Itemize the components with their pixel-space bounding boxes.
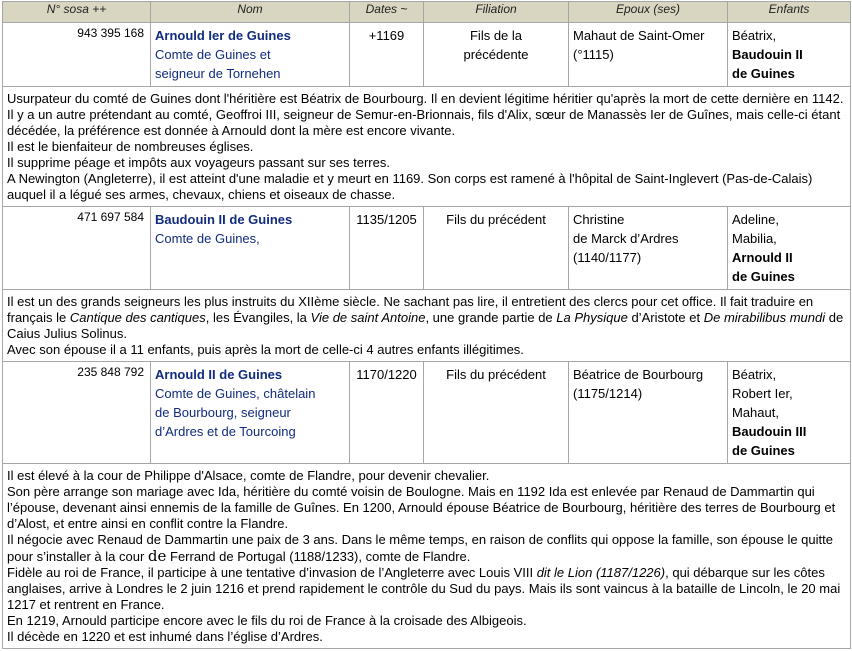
header-epoux: Epoux (ses): [569, 2, 728, 23]
bio-paragraph: Son père arrange son mariage avec Ida, héritière du comté voisin de Boulogne. Mais en 1192 Ida est enlevée par Renaud de Dammartin qui l’épouse, devenant ainsi ennemis de la famille de Guînes. En 1200, Arnould épouse Béatrice de Bourbourg, héritière des terres de Bourbourg et d’Alost, et entre ainsi en conflit contre la Flandre.: [7, 484, 836, 531]
bio-paragraph: Avec son épouse il a 11 enfants, puis après la mort de celle-ci 4 autres enfants illégitimes.: [7, 342, 524, 357]
person-title-line: d’Ardres et de Tourcoing: [155, 424, 296, 439]
book-title: Cantique des cantiques: [69, 310, 206, 325]
filiation-line: Fils de la: [469, 28, 523, 43]
child-item: de Guines: [732, 66, 795, 81]
children-cell: [728, 362, 851, 464]
bio-text: Fidèle au roi de France, il participe à une tentative d’invasion de l’Angleterre avec Louis VIII: [7, 565, 537, 580]
header-sosa: N° sosa ++: [3, 2, 151, 23]
bio-paragraph: Il est élevé à la cour de Philippe d'Alsace, comte de Flandre, pour devenir chevalier.: [7, 468, 490, 483]
bio-paragraph: [7, 294, 844, 342]
biography-row: [3, 290, 851, 362]
child-item: Béatrix,: [732, 28, 777, 43]
child-item: Baudouin II: [732, 47, 803, 62]
sosa-number: 235 848 792: [3, 362, 151, 464]
child-item: Arnould II: [732, 250, 793, 265]
header-filiation: Filiation: [424, 2, 569, 23]
biography-text: [3, 290, 851, 362]
book-title: La Physique: [556, 310, 628, 325]
child-item: Baudouin III: [732, 424, 807, 439]
bio-paragraph: Usurpateur du comté de Guines dont l'héritière est Béatrix de Bourbourg. Il en devient légitime héritier qu'après la mort de cette dernière en 1142. Il y a un autre prétendant au comté, Geoffroi III, seigneur de Semur-en-Brionnais, fils d'Alix, sœur de Manassès Ier de Guînes, mais celle-ci étant décédée, la préférence est donnée à Arnould dont la mère est encore vivante.: [7, 91, 844, 138]
filiation-cell: [424, 23, 569, 87]
person-title-line: Comte de Guines et: [155, 47, 271, 62]
child-item: Mahaut,: [732, 405, 779, 420]
filiation-line: Fils du précédent: [446, 212, 546, 227]
filiation-cell: [424, 362, 569, 464]
bio-text: , les Évangiles, la: [205, 310, 311, 325]
child-item: Robert Ier,: [732, 386, 793, 401]
person-cell: [151, 23, 350, 87]
bio-text: , une grande partie de: [425, 310, 557, 325]
spouse-cell: [569, 23, 728, 87]
spouse-line: (1140/1177): [573, 250, 642, 265]
biography-text: [3, 464, 851, 649]
dates-cell: 1170/1220: [350, 362, 424, 464]
spouse-line: (1175/1214): [573, 386, 643, 401]
spouse-line: Mahaut de Saint-Omer: [573, 28, 705, 43]
bio-text: de: [147, 547, 167, 565]
dates-cell: 1135/1205: [350, 207, 424, 290]
person-cell: [151, 362, 350, 464]
book-title: Vie de saint Antoine: [310, 310, 426, 325]
bio-text: , qui débarque sur les côtes anglaises, arrive à Londres le 2 juin 1216 et prend rapidement le contrôle du Sud du pays. Mais ils sont vaincus à la bataille de Lincoln, le 20 mai 1217 et rentrent en France.: [7, 565, 841, 612]
spouse-cell: [569, 362, 728, 464]
biography-row: [3, 464, 851, 649]
person-name: Arnould II de Guines: [155, 367, 283, 382]
bio-text: Ferrand de Portugal (1188/1233), comte de Flandre.: [166, 549, 471, 564]
spouse-line: Christine: [573, 212, 625, 227]
spouse-cell: [569, 207, 728, 290]
child-item: Mabilia,: [732, 231, 777, 246]
filiation-line: précédente: [463, 47, 529, 62]
person-name: Arnould Ier de Guines: [155, 28, 291, 43]
bio-text: d’Aristote et: [627, 310, 704, 325]
book-title: De mirabilibus mundi: [703, 310, 826, 325]
table-row: [3, 23, 851, 87]
bio-paragraph: A Newington (Angleterre), il est atteint d'une maladie et y meurt en 1169. Son corps est ramené à l'hôpital de Saint-Inglevert (Pas-de-Calais) auquel il a légué ses armes, chevaux, chiens et oiseaux de chasse.: [7, 171, 813, 202]
sosa-number: 943 395 168: [3, 23, 151, 87]
child-item: de Guines: [732, 269, 795, 284]
children-cell: [728, 207, 851, 290]
children-cell: [728, 23, 851, 87]
bio-text: Il est un des grands seigneurs les plus instruits du XIIème siècle. Ne sachant pas lire, il entretient des clercs pour cet office. Il fait traduire en français le: [7, 294, 814, 325]
header-dates: Dates ~: [350, 2, 424, 23]
person-title-line: de Bourbourg, seigneur: [155, 405, 291, 420]
child-item: de Guines: [732, 443, 795, 458]
person-name: Baudouin II de Guines: [155, 212, 293, 227]
person-cell: [151, 207, 350, 290]
bio-paragraph: [7, 532, 844, 565]
dates-cell: +1169: [350, 23, 424, 87]
spouse-line: de Marck d’Ardres: [573, 231, 679, 246]
person-title-line: Comte de Guines, châtelain: [155, 386, 316, 401]
spouse-line: (°1115): [573, 47, 614, 62]
biography-text: [3, 87, 851, 207]
sosa-number: 471 697 584: [3, 207, 151, 290]
person-title-line: seigneur de Tornehen: [155, 66, 281, 81]
child-item: Béatrix,: [732, 367, 777, 382]
bio-paragraph: En 1219, Arnould participe encore avec le fils du roi de France à la croisade des Albigeois.: [7, 613, 527, 628]
bio-text: de Caius Julius Solinus.: [7, 310, 844, 341]
child-item: Adeline,: [732, 212, 779, 227]
spouse-line: Béatrice de Bourbourg: [573, 367, 704, 382]
biography-row: [3, 87, 851, 207]
person-title-line: Comte de Guines,: [155, 231, 260, 246]
genealogy-table: [2, 1, 851, 649]
header-nom: Nom: [151, 2, 350, 23]
header-row: [3, 2, 851, 23]
bio-text: dit le Lion (1187/1226): [536, 565, 666, 580]
table-row: [3, 362, 851, 464]
filiation-line: Fils du précédent: [446, 367, 546, 382]
table-row: [3, 207, 851, 290]
bio-text: Il négocie avec Renaud de Dammartin une paix de 3 ans. Dans le même temps, en raison de conflits qui oppose la famille, son épouse le quitte pour s’installer à la cour: [7, 532, 833, 564]
bio-paragraph: Il est le bienfaiteur de nombreuses églises.: [7, 139, 254, 154]
bio-paragraph: [7, 565, 844, 613]
header-enfants: Enfants: [728, 2, 851, 23]
bio-paragraph: Il décède en 1220 et est inhumé dans l’église d’Ardres.: [7, 629, 323, 644]
filiation-cell: [424, 207, 569, 290]
bio-paragraph: Il supprime péage et impôts aux voyageurs passant sur ses terres.: [7, 155, 390, 170]
